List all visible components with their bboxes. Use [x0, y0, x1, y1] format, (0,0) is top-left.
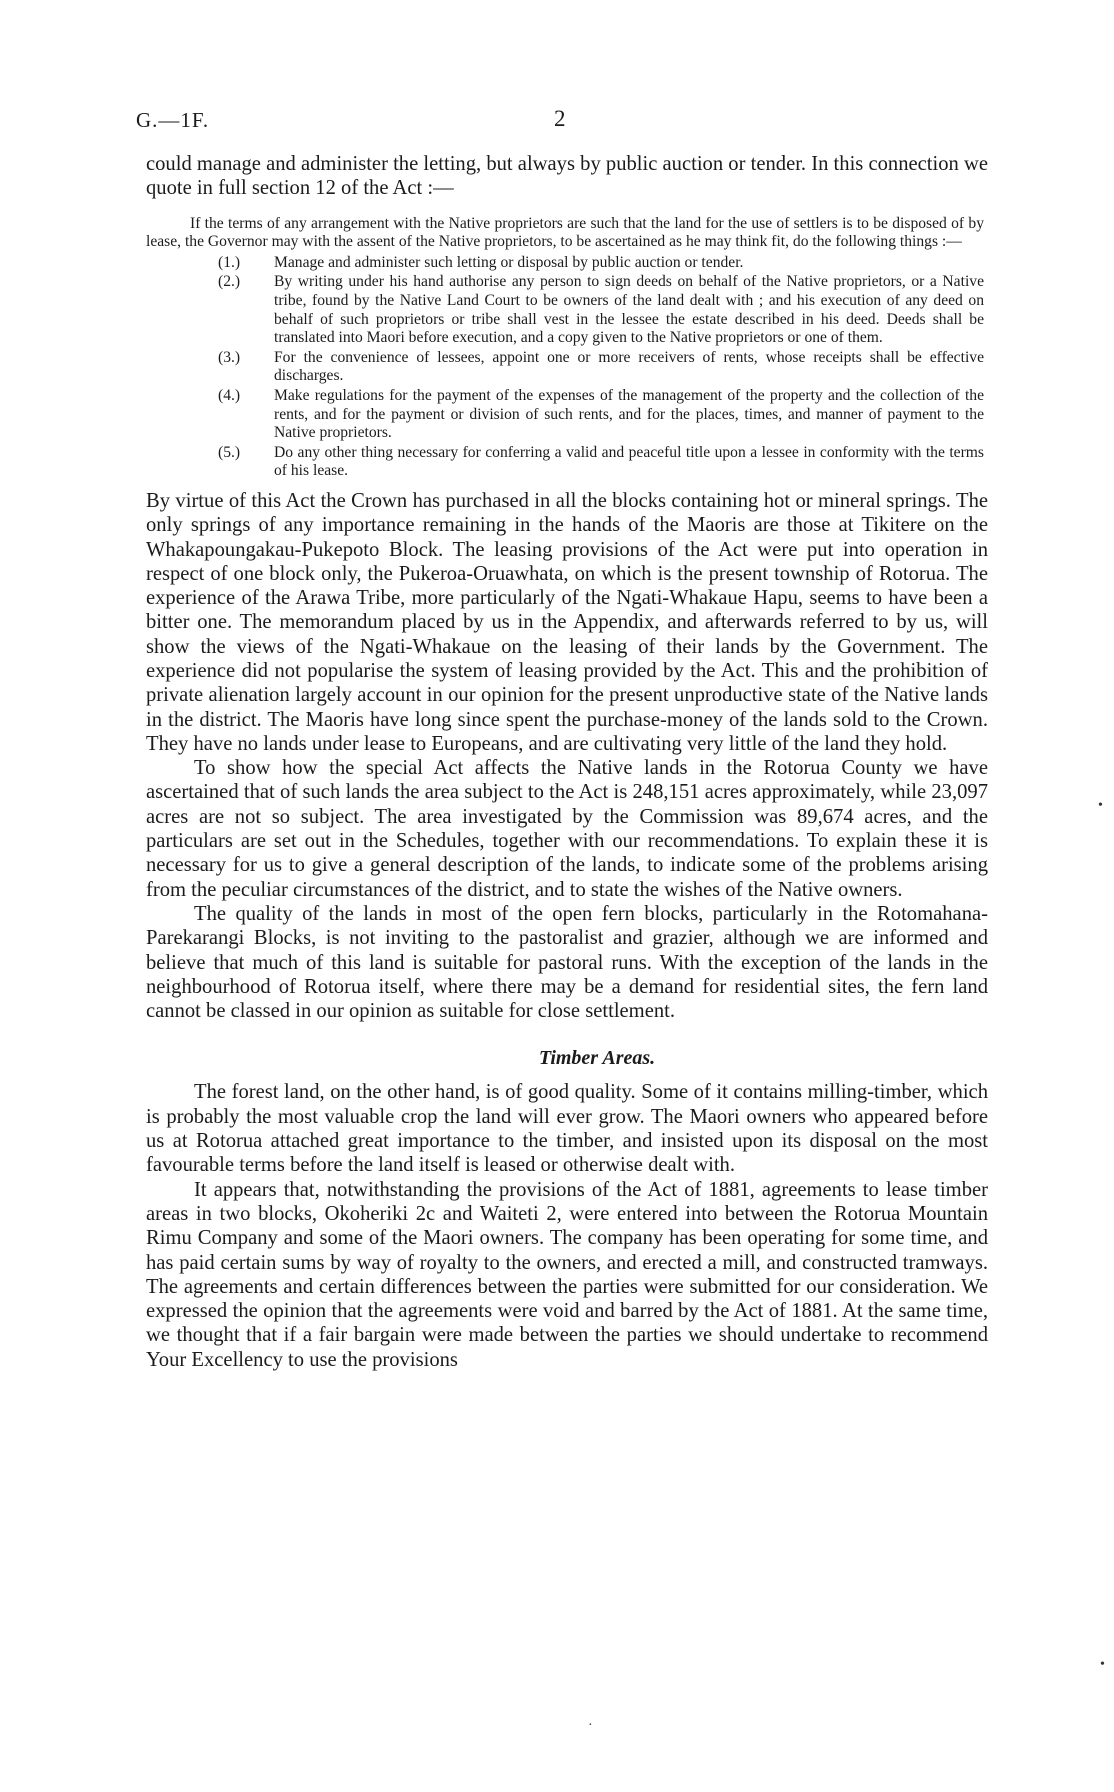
quote-item-text: Do any other thing necessary for conferring a valid and peaceful title upon a lessee in conformity with the terms of his lease. — [274, 443, 984, 480]
section-heading-timber-areas: Timber Areas. — [538, 1047, 656, 1070]
quote-item — [146, 349, 984, 386]
margin-dot: • — [1100, 1657, 1105, 1672]
quote-item-number: (5.) — [218, 443, 241, 461]
quote-item-text: By writing under his hand authorise any person to sign deeds on behalf of the Native proprietors, or a Native tribe, found by the Native Land Court to be owners of the land dealt with ; and his execution of any deed on behalf of such proprietors or tribe shall vest in the lessee the estate described in his deed. Deeds shall be translated into Maori before execution, and a copy given to the Native proprietors or one of them. — [274, 273, 984, 347]
quote-item-text: Manage and administer such letting or disposal by public auction or tender. — [274, 253, 744, 271]
forest-land-paragraph: The forest land, on the other hand, is of good quality. Some of it contains milling-timber, which is probably the most valuable crop the land will ever grow. The Maori owners who appeared before us at Rotorua attached great importance to the timber, and insisted upon its disposal on the most favourable terms before the land itself is leased or otherwise dealt with. — [146, 1081, 988, 1177]
quote-item — [146, 254, 984, 273]
quote-item — [146, 387, 984, 443]
quote-item-text: Make regulations for the payment of the expenses of the management of the property and the collection of the rents, and for the payment or division of such rents, and for the places, times, and manner of payment to the Native proprietors. — [274, 386, 984, 442]
quote-item-number: (2.) — [218, 273, 241, 291]
page-header — [136, 108, 976, 138]
page-body — [146, 152, 988, 1372]
quote-item-number: (1.) — [218, 253, 241, 271]
quote-item-number: (4.) — [218, 386, 241, 404]
quote-item-number: (3.) — [218, 348, 241, 366]
opening-paragraph: could manage and administer the letting, but always by public auction or tender. In this connection we quote in full section 12 of the Act :— — [146, 153, 988, 200]
virtue-paragraph: By virtue of this Act the Crown has purchased in all the blocks containing hot or mineral springs. The only springs of any importance remaining in the hands of the Maoris are those at Tikitere on the Whakapoungakau-Pukepoto Block. The leasing provisions of the Act were put into operation in respect of one block only, the Pukeroa-Oruawhata, on which is the present township of Rotorua. The experience of the Arawa Tribe, more particularly of the Ngati-Whakaue Hapu, seems to have been a bitter one. The memorandum placed by us in the Appendix, and afterwards referred to by us, will show the views of the Ngati-Whakaue on the leasing of their lands by the Government. The experience did not popularise the system of leasing provided by the Act. This and the prohibition of private alienation largely account in our opinion for the present unproductive state of the Native lands in the district. The Maoris have long since spent the purchase-money of the lands sold to the Crown. They have no lands under lease to Europeans, and are cultivating very little of the land they hold. — [146, 489, 988, 755]
quote-intro: If the terms of any arrangement with the Native proprietors are such that the land for the use of settlers is to be disposed of by lease, the Governor may with the assent of the Native proprietors, to be ascertained as he may think fit, do the following things :— — [146, 214, 984, 251]
timber-agreements-paragraph: It appears that, notwithstanding the provisions of the Act of 1881, agreements to lease timber areas in two blocks, Okoheriki 2c and Waiteti 2, were entered into between the Rotorua Mountain Rimu Company and some of the Maori owners. The company has been operating for some time, and has paid certain sums by way of royalty to the owners, and erected a mill, and constructed tramways. The agreements and certain differences between the parties were submitted for our consideration. We expressed the opinion that the agreements were void and barred by the Act of 1881. At the same time, we thought that if a fair bargain were made between the parties we should undertake to recommend Your Excellency to use the provisions — [146, 1178, 988, 1371]
quoted-section-12 — [146, 215, 988, 481]
page-number: 2 — [554, 106, 566, 131]
quote-item-text: For the convenience of lessees, appoint one or more receivers of rents, whose receipts shall be effective discharges. — [274, 348, 984, 385]
special-act-paragraph: To show how the special Act affects the Native lands in the Rotorua County we have ascertained that of such lands the area subject to the Act is 248,151 acres approximately, while 23,097 acres are not so subject. The area investigated by the Commission was 89,674 acres, and the particulars are set out in the Schedules, together with our recommendations. To explain these it is necessary for us to give a general description of the lands, to indicate some of the problems arising from the peculiar circumstances of the district, and to state the wishes of the Native owners. — [146, 757, 988, 901]
land-quality-paragraph: The quality of the lands in most of the open fern blocks, particularly in the Rotomahana-Parekarangi Blocks, is not inviting to the pastoralist and grazier, although we are informed and believe that much of this land is suitable for pastoral runs. With the exception of the lands in the neighbourhood of Rotorua itself, where there may be a demand for residential sites, the fern land cannot be classed in our opinion as suitable for close settlement. — [146, 902, 988, 1023]
quote-item — [146, 273, 984, 347]
margin-dot: · — [588, 1718, 593, 1733]
quote-item — [146, 444, 984, 481]
document-reference: G.—1F. — [136, 108, 210, 132]
margin-dot: • — [1098, 798, 1103, 813]
